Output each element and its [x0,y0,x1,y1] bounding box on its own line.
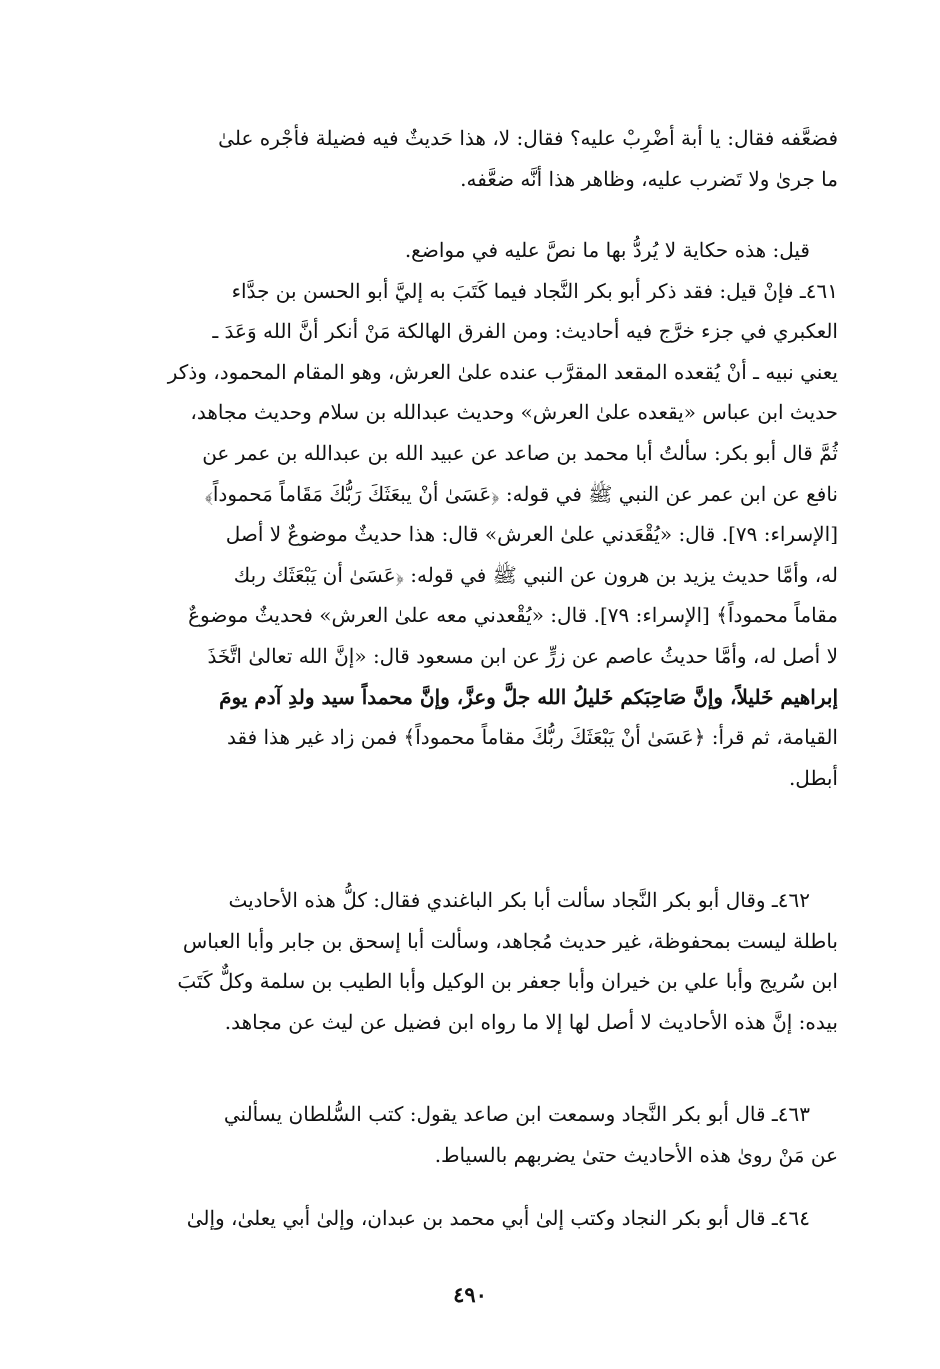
text-line: يعني نبيه ـ أنْ يُقعده المقعد المقرَّب عنده علىٰ العرش، وهو المقام المحمود، وذكر [167,359,838,384]
paragraph-464 [128,1198,838,1239]
page-number: ٤٩٠ [453,1282,487,1307]
text-line: قيل: هذه حكاية لا يُردُّ بها ما نصَّ عليه في مواضع. [404,238,810,262]
text-line: حديث ابن عباس «يقعده علىٰ العرش» وحديث عبدالله بن سلام وحديث مجاهد، [190,400,838,425]
text-line: بيده: إنَّ هذه الأحاديث لا أصل لها إلا ما رواه ابن فضيل عن ليث عن مجاهد. [224,1009,838,1034]
text-line: ٤٦١ـ فإنْ قيل: فقد ذكر أبو بكر النَّجاد فيما كَتَبَ به إليَّ أبو الحسن بن جدَّاء [231,278,838,303]
text-line: ٤٦٢ـ وقال أبو بكر النَّجاد سألت أبا بكر الباغندي فقال: كلُّ هذه الأحاديث [228,888,810,912]
text-line: [الإسراء: ٧٩]. قال: «يُقْعَدني علىٰ العرش» قال: هذا حديثٌ موضوعٌ لا أصل [225,522,838,547]
text-line: لا أصل له، وأمَّا حديثُ عاصم عن زرٍّ عن ابن مسعود قال: «إنَّ الله تعالىٰ اتَّخَذَ [207,643,838,668]
text-line: أبطل. [788,765,838,790]
paragraph-463 [128,1094,838,1175]
text-line: له، وأمَّا حديث يزيد بن هرون عن النبي ﷺ في قوله: ﴿عَسَىٰ أن يَبْعَثَك ربك [233,562,838,587]
text-line: عن مَنْ روىٰ هذه الأحاديث حتىٰ يضربهم بالسياط. [434,1142,838,1167]
text-line: العكبري في جزء خرَّج فيه أحاديث: ومن الفرق الهالكة مَنْ أنكر أنَّ الله وَعَدَ ـ [212,319,838,344]
text-line: باطلة ليست بمحفوظة، غير حديث مُجاهد، وسألت أبا إسحق بن جابر وأبا العباس [182,928,838,953]
text-line: ثُمَّ قال أبو بكر: سألتُ أبا محمد بن صاعد عن عبيد الله بن عبدالله بن عمر عن [202,440,838,465]
text-line: إبراهيم خَليلاً، وإنَّ صَاحِبَكم خَليلُ الله جلَّ وعزَّ، وإنَّ محمداً سيد ولدِ آدم يومَ [219,684,838,709]
text-line: ٤٦٣ـ قال أبو بكر النَّجاد وسمعت ابن صاعد يقول: كتب السُّلطان يسألني [223,1102,810,1126]
paragraph-461 [128,230,838,798]
paragraph-462 [128,880,838,1042]
text-line: مقاماً محموداً﴾ [الإسراء: ٧٩]. قال: «يُقْعدني معه علىٰ العرش» فحديثٌ موضوعٌ [188,603,838,628]
text-line: ما جرىٰ ولا تَضرب عليه، وظاهر هذا أنَّه ضعَّفه. [460,166,838,191]
text-line: فضعَّفه فقال: يا أبة أضْرِبْ عليه؟ فقال: لا، هذا حَديثٌ فيه فضيلة فأجْره علىٰ [218,126,838,150]
text-line: ٤٦٤ـ قال أبو بكر النجاد وكتب إلىٰ أبي محمد بن عبدان، وإلىٰ أبي يعلىٰ، وإلىٰ [186,1206,810,1230]
text-line: القيامة، ثم قرأ: ﴿عَسَىٰ أنْ يَبْعَثَكَ ربُّكَ مقاماً محموداً﴾ فمن زاد غير هذا فقد [226,725,838,750]
text-line: ابن سُريج وأبا علي بن خيران وأبا جعفر بن الوكيل وأبا الطيب بن سلمة وكلٌّ كَتَبَ [177,969,838,994]
text-line: نافع عن ابن عمر عن النبي ﷺ في قوله: ﴿عَسَىٰ أنْ يبعَثَكَ رَبُّكَ مَقَاماً مَحموداً﴾ [204,481,838,506]
paragraph-continuation [128,118,838,199]
